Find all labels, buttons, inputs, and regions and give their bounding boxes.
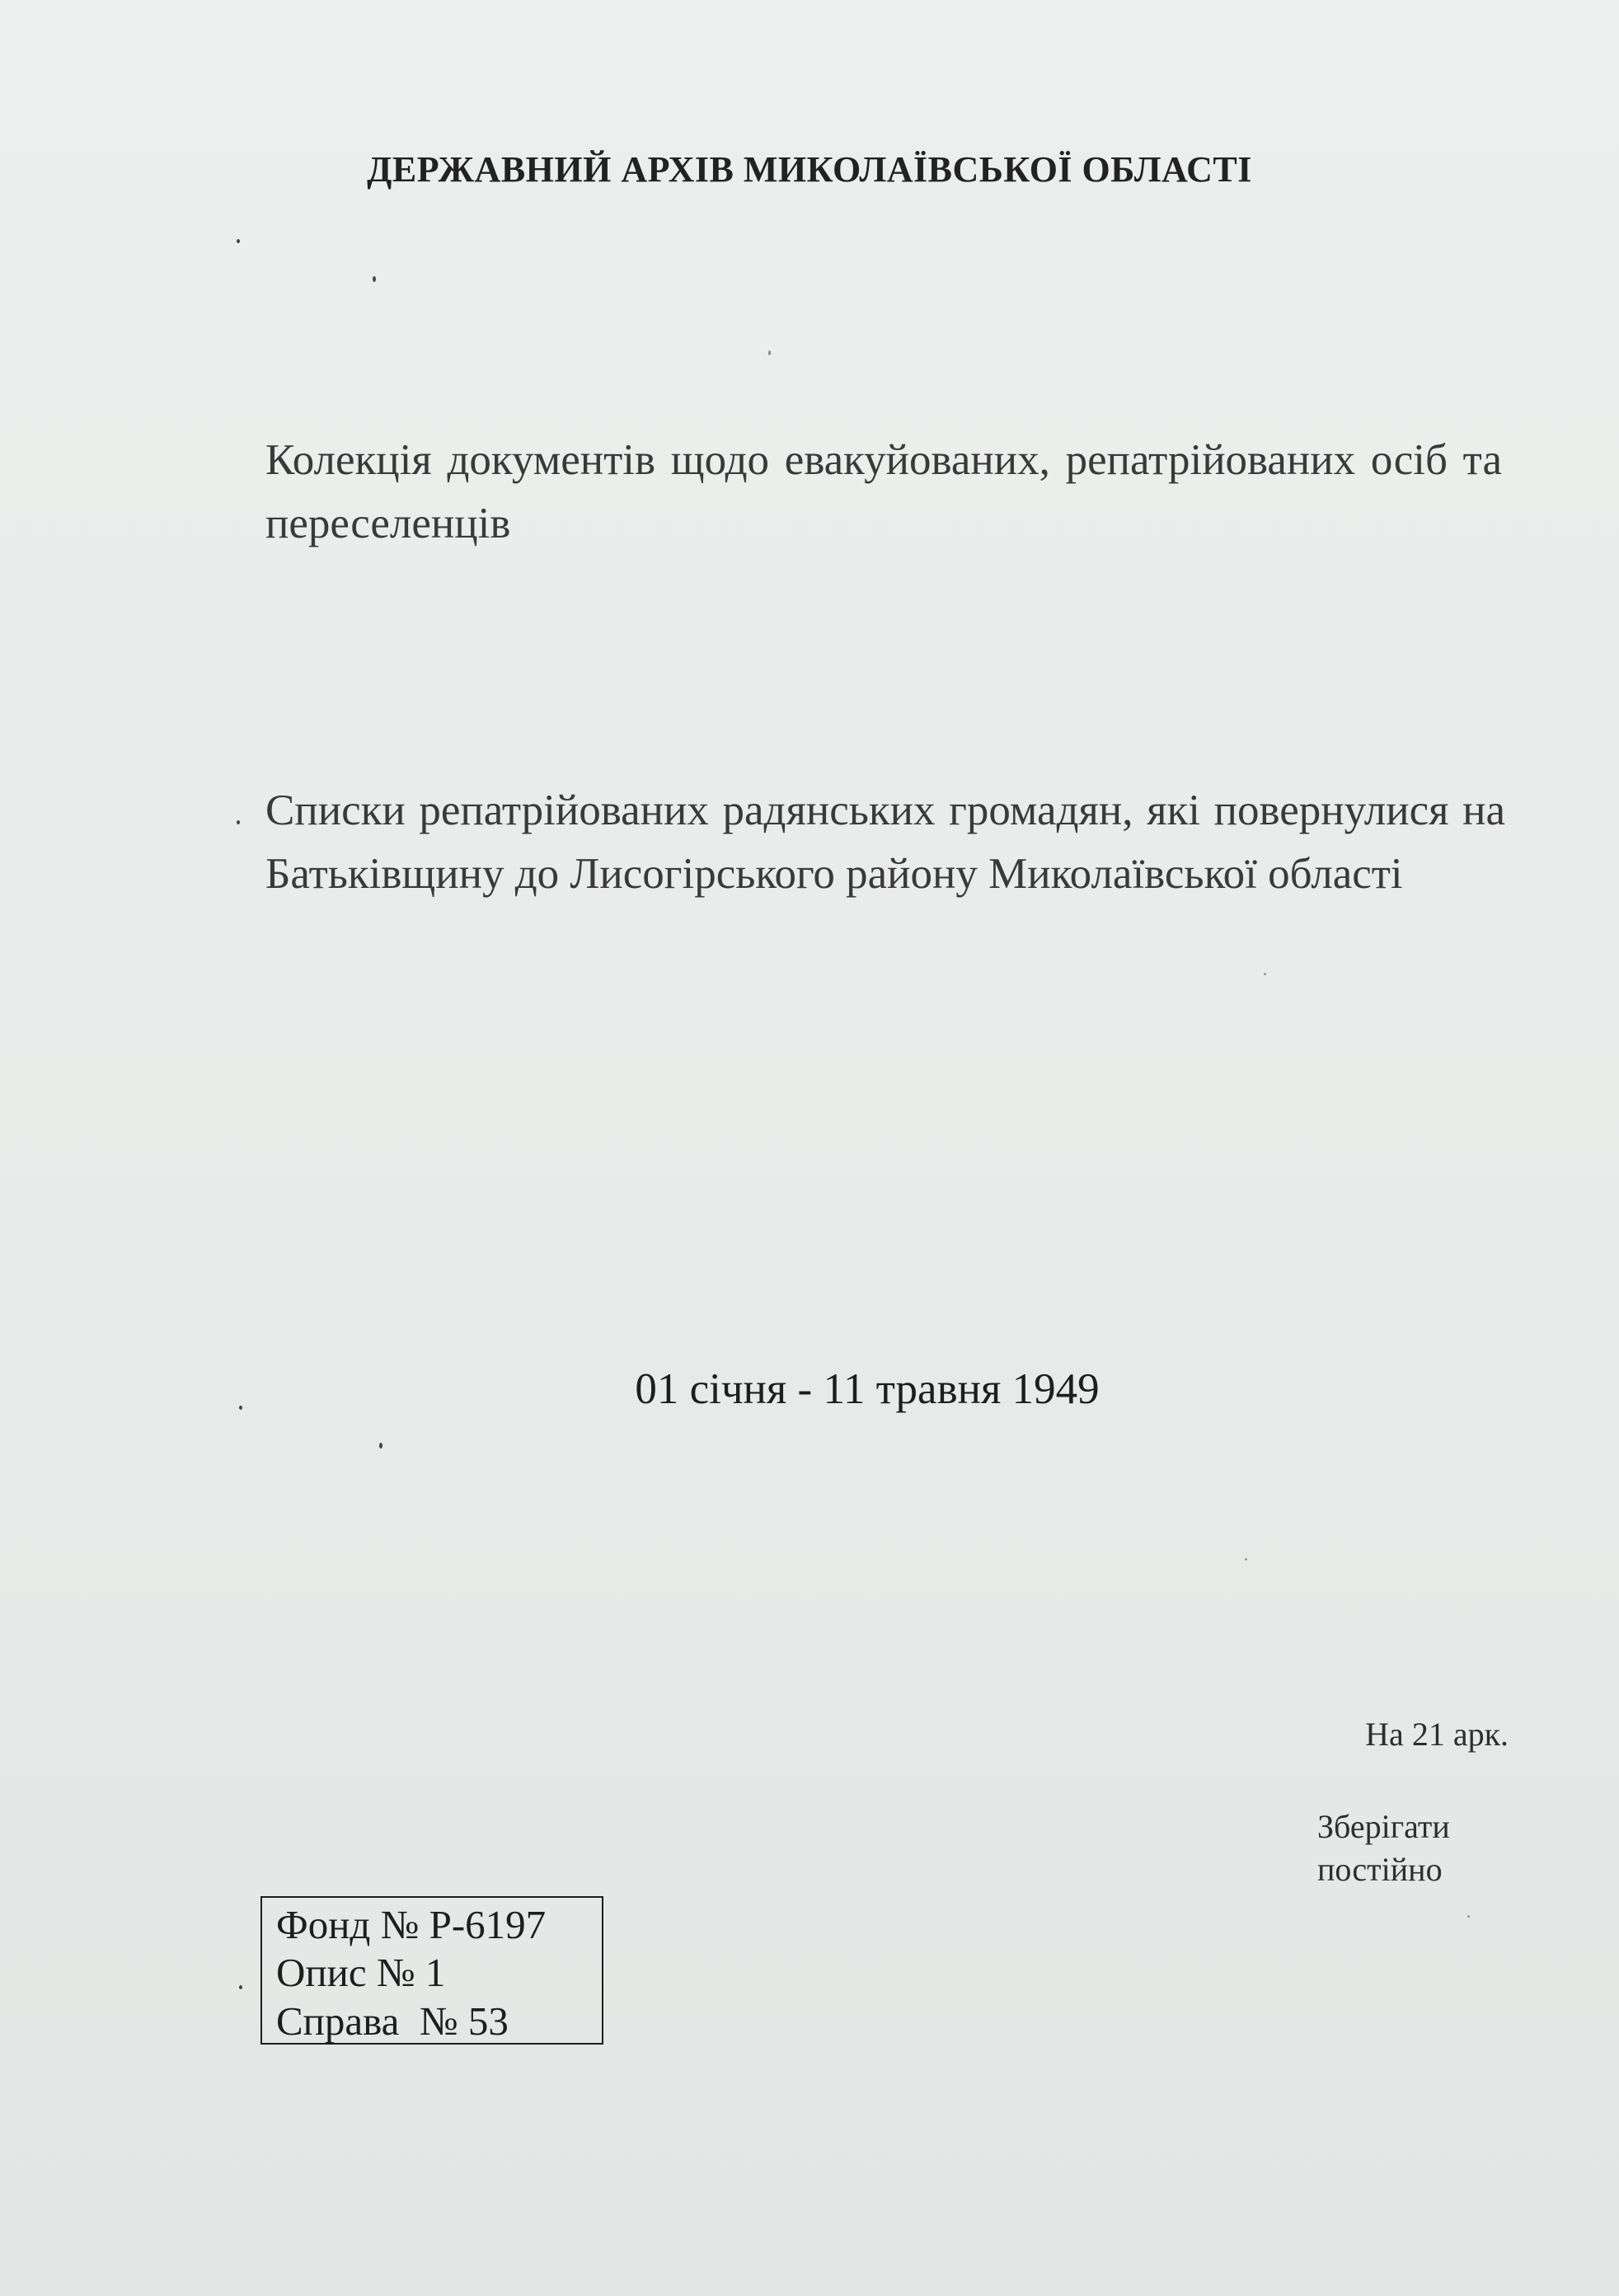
archive-header: ДЕРЖАВНИЙ АРХІВ МИКОЛАЇВСЬКОЇ ОБЛАСТІ <box>367 149 1252 190</box>
date-range: 01 січня - 11 травня 1949 <box>635 1365 1100 1413</box>
scan-speck <box>379 1443 382 1448</box>
fond-number: Фонд № Р-6197 <box>276 1902 547 1947</box>
scan-speck <box>768 350 771 355</box>
storage-note-line-2: постійно <box>1317 1851 1443 1888</box>
collection-title: Колекція документів щодо евакуйованих, репатрійованих осіб та переселенців <box>265 436 1502 547</box>
scan-speck <box>1245 1558 1247 1561</box>
scan-speck <box>237 820 240 824</box>
scan-speck <box>1264 973 1266 975</box>
scan-speck <box>373 276 376 282</box>
opys-number: Опис № 1 <box>276 1950 446 1996</box>
sprava-number: Справа № 53 <box>276 1998 509 2044</box>
scan-speck <box>237 239 240 243</box>
storage-note <box>1317 1805 1532 1891</box>
case-title: Списки репатрійованих радянських громадян, які повернулися на Батьківщину до Лисогірського району Миколаївської області <box>265 786 1505 898</box>
scan-speck <box>239 1985 242 1989</box>
archival-reference-box <box>260 1896 603 2045</box>
scan-speck <box>239 1406 242 1410</box>
storage-note-line-1: Зберігати <box>1317 1808 1450 1845</box>
sheet-count: На 21 арк. <box>1365 1716 1509 1753</box>
scan-speck <box>1467 1915 1470 1918</box>
